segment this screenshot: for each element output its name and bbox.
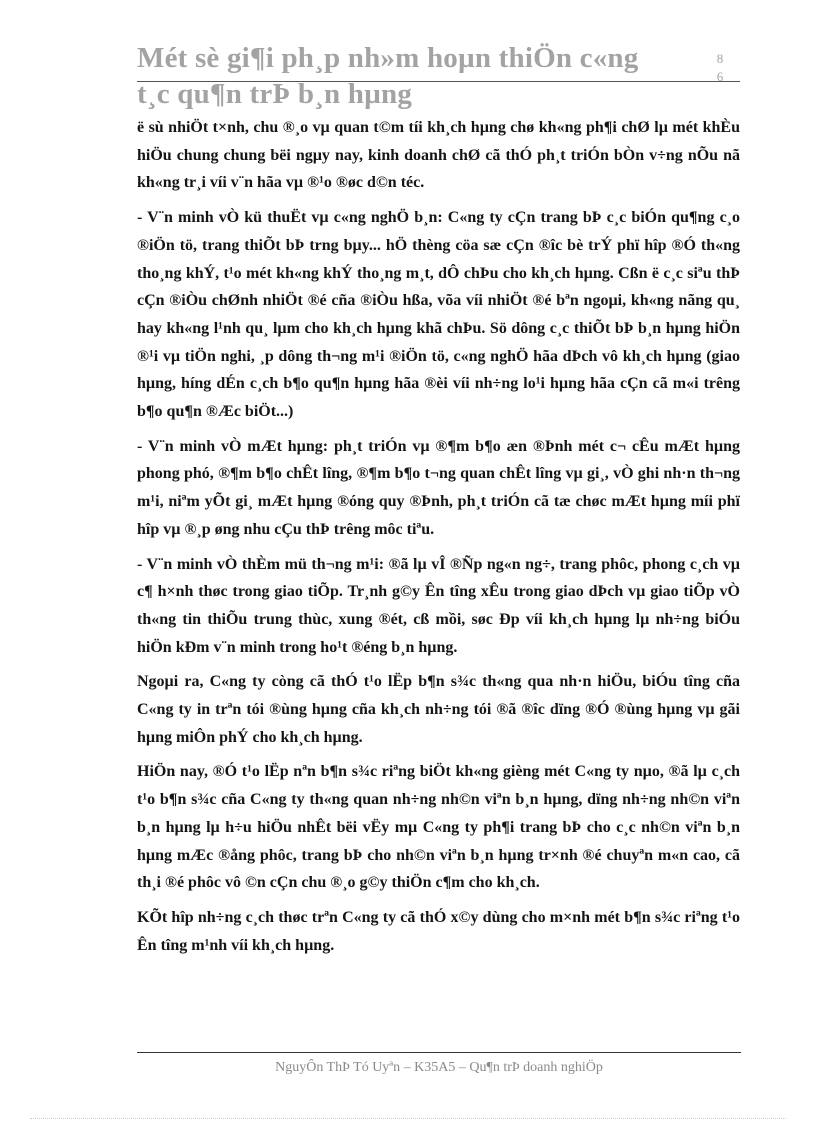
paragraph-1: ë sù nhiÖt t×nh, chu ®¸o vµ quan t©m tíi kh¸ch hµng chø kh«ng ph¶i chØ lµ mét khÈu hiÖu chung chung bëi ngµy nay, kinh doanh chØ cã thÓ ph¸t triÓn bÒn v÷ng nÕu nã kh«ng tr¸i víi v¨n hãa vµ ®¹o ®øc d©n téc. xyxy=(137,119,740,192)
page-number-digit-1: 8 xyxy=(716,51,724,66)
paragraph-3: - V¨n minh vÒ mÆt hµng: ph¸t triÓn vµ ®¶m b¶o æn ®Þnh mét c¬ cÊu mÆt hµng phong phó, ®¶m b¶o chÊt lîng, ®¶m b¶o t¬ng quan chÊt lîng vµ gi¸, vÒ ghi nh·n th¬ng m¹i, niªm yÕt gi¸ mÆt hµng ®óng quy ®Þnh, ph¸t triÓn cã tæ chøc mÆt hµng míi phï hîp vµ ®¸p øng nhu cÇu thÞ trêng môc tiªu. xyxy=(137,437,740,538)
page-bottom-edge xyxy=(30,1118,786,1119)
page-number xyxy=(713,50,727,86)
paragraph-7: KÕt hîp nh÷ng c¸ch thøc trªn C«ng ty cã thÓ x©y dùng cho m×nh mét b¶n s¾c riªng t¹o Ên tîng m¹nh víi kh¸ch hµng. xyxy=(137,908,740,954)
page-header xyxy=(137,40,740,112)
body-text xyxy=(137,114,740,966)
header-title-line1: Mét sè gi¶i ph¸p nh»m hoµn thiÖn c«ng xyxy=(137,42,639,74)
paragraph-6: HiÖn nay, ®Ó t¹o lËp nªn b¶n s¾c riªng biÖt kh«ng gièng mét C«ng ty nµo, ®ã lµ c¸ch t¹o b¶n s¾c cña C«ng ty th«ng quan nh÷ng nh©n viªn b¸n hµng, dïng nh÷ng nh©n viªn b¸n hµng lµ h÷u hiÖu nhÊt bëi vËy mµ C«ng ty ph¶i trang bÞ cho c¸c nh©n viªn b¸n hµng mÆc ®ång phôc, trang bÞ cho nh©n viªn b¸n hµng tr×nh ®é chuyªn m«n cao, cã th¸i ®é phôc vô ©n cÇn chu ®¸o g©y thiÖn c¶m cho kh¸ch. xyxy=(137,763,740,892)
footer-text: NguyÔn ThÞ Tó Uyªn – K35A5 – Qu¶n trÞ doanh nghiÖp xyxy=(275,1060,603,1075)
paragraph-5: Ngoµi ra, C«ng ty còng cã thÓ t¹o lËp b¶n s¾c th«ng qua nh·n hiÖu, biÓu tîng cña C«ng ty in trªn tói ®ùng hµng cña kh¸ch nh÷ng tói ®ã ®îc dïng ®Ó ®ùng hµng vµ gãi hµng miÔn phÝ cho kh¸ch hµng. xyxy=(137,673,740,746)
header-title-line2: t¸c qu¶n trÞ b¸n hµng xyxy=(137,78,413,110)
paragraph-2: - V¨n minh vÒ kü thuËt vµ c«ng nghÖ b¸n: C«ng ty cÇn trang bÞ c¸c biÓn qu¶ng c¸o ®iÖn tö, trang thiÕt bÞ trng bµy... hÖ thèng cöa sæ cÇn ®îc bè trÝ phï hîp ®Ó th«ng tho¸ng khÝ, t¹o mét kh«ng khÝ tho¸ng m¸t, dÔ chÞu cho kh¸ch hµng. Cßn ë c¸c siªu thÞ cÇn ®iÒu chØnh nhiÖt ®é cña ®iÒu hßa, võa víi nhiÖt ®é bªn ngoµi, kh«ng nãng qu¸ hay kh«ng l¹nh qu¸ lµm cho kh¸ch hµng khã chÞu. Sö dông c¸c thiÕt bÞ b¸n hµng hiÖn ®¹i vµ tiÖn nghi, ¸p dông th¬ng m¹i ®iÖn tö, c«ng nghÖ hãa dÞch vô kh¸ch hµng (giao hµng, híng dÉn c¸ch b¶o qu¶n hµng hãa ®èi víi nh÷ng lo¹i hµng hãa cÇn cã m«i trêng b¶o qu¶n ®Æc biÖt...) xyxy=(137,209,740,421)
header-title xyxy=(137,40,740,112)
page-number-digit-2: 6 xyxy=(716,69,724,84)
header-divider xyxy=(137,81,740,82)
footer-divider xyxy=(137,1052,741,1053)
paragraph-4: - V¨n minh vÒ thÈm mü th¬ng m¹i: ®ã lµ vÎ ®Ñp ng«n ng÷, trang phôc, phong c¸ch vµ c¶ h×nh thøc trong giao tiÕp. Tr¸nh g©y Ên tîng xÊu trong giao dÞch vµ giao tiÕp vÒ th«ng tin thiÕu trung thùc, xung ®ét, cß mồi, søc Ðp víi kh¸ch hµng lµ nh÷ng biÓu hiÖn kÐm v¨n minh trong ho¹t ®éng b¸n hµng. xyxy=(137,555,740,656)
